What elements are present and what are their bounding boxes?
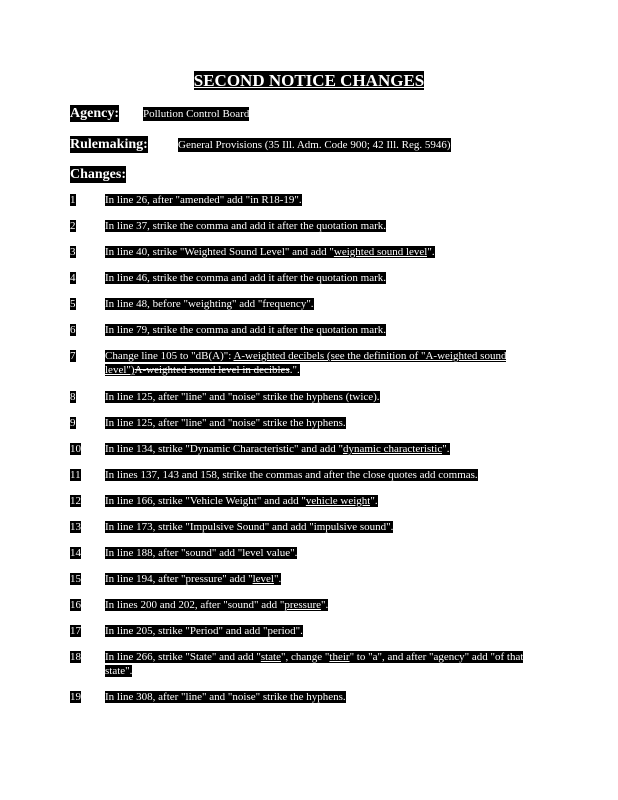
change-text [105,442,535,456]
change-number: 19 [70,691,81,703]
change-number: 5 [70,298,76,310]
change-text-segment: In line 125, after "line" and "noise" strike the hyphens (twice). [105,391,380,403]
change-text-segment: In line 194, after "pressure" add " [105,573,253,585]
inserted-text: A-weighted decibels (see the definition of "A-weighted sound level") [105,350,507,376]
inserted-text: state [260,651,281,663]
change-text-segment: In line 40, strike "Weighted Sound Level" and add " [105,246,334,258]
change-number: 4 [70,272,76,284]
inserted-text: their [329,651,350,663]
change-number: 9 [70,417,76,429]
change-text-segment: ", change " [281,651,330,663]
change-text [105,323,535,337]
change-text-segment: .". [289,364,300,376]
change-text [105,624,535,638]
agency-value: Pollution Control Board [143,108,250,120]
inserted-text: vehicle weight [305,495,371,507]
change-number: 6 [70,324,76,336]
change-text [105,520,535,534]
agency-label: Agency: [70,106,119,121]
change-text-segment: Change line 105 to "dB(A)": [105,350,234,362]
page-title: SECOND NOTICE CHANGES [193,71,425,90]
change-text-segment: ". [442,443,450,455]
change-text [105,650,535,678]
change-number: 17 [70,625,81,637]
change-number: 16 [70,599,81,611]
change-text [105,349,535,377]
change-text-segment: In line 125, after "line" and "noise" strike the hyphens. [105,417,346,429]
change-number: 10 [70,443,81,455]
change-text [105,468,535,482]
change-number: 1 [70,194,76,206]
struck-text: A-weighted sound level in decibles [134,364,290,376]
change-text [105,193,535,207]
change-text-segment: In line 46, strike the comma and add it after the quotation mark. [105,272,387,284]
inserted-text: dynamic characteristic [342,443,443,455]
change-text-segment: In line 79, strike the comma and add it after the quotation mark. [105,324,387,336]
change-text-segment: In line 266, strike "State" and add " [105,651,261,663]
change-text-segment: In line 48, before "weighting" add "frequency". [105,298,314,310]
change-number: 2 [70,220,76,232]
change-text-segment: In line 166, strike "Vehicle Weight" and add " [105,495,306,507]
change-text-segment: ". [273,573,282,585]
change-text-segment: In line 134, strike "Dynamic Characteristic" and add " [105,443,343,455]
change-text-segment: In line 205, strike "Period" and add "period". [105,625,303,637]
change-text [105,494,535,508]
change-number: 3 [70,246,76,258]
change-text [105,219,535,233]
change-text [105,416,535,430]
change-text-segment: In line 26, after "amended" add "in R18-19". [105,194,302,206]
change-number: 12 [70,495,81,507]
change-text-segment: In lines 200 and 202, after "sound" add " [105,599,285,611]
change-text [105,690,535,704]
change-text-segment: In line 188, after "sound" add "level value". [105,547,298,559]
change-text [105,297,535,311]
change-text [105,271,535,285]
change-number: 7 [70,350,76,362]
change-number: 8 [70,391,76,403]
change-text-segment: ". [427,246,435,258]
change-text [105,572,535,586]
change-text-segment: " to "a", and after "agency" add "of that state". [105,651,524,677]
inserted-text: level [252,573,274,585]
change-text [105,390,535,404]
inserted-text: pressure [284,599,322,611]
change-number: 11 [70,469,81,481]
change-text [105,598,535,612]
change-number: 14 [70,547,81,559]
rulemaking-label: Rulemaking: [70,137,148,152]
change-text-segment: In line 173, strike "Impulsive Sound" and add "impulsive sound". [105,521,394,533]
change-text [105,546,535,560]
inserted-text: weighted sound level [333,246,428,258]
change-number: 15 [70,573,81,585]
change-number: 13 [70,521,81,533]
change-number: 18 [70,651,81,663]
changes-label: Changes: [70,167,127,182]
rulemaking-value: General Provisions (35 Ill. Adm. Code 900; 42 Ill. Reg. 5946) [178,139,451,151]
change-text-segment: In line 308, after "line" and "noise" strike the hyphens. [105,691,346,703]
change-text-segment: ". [321,599,329,611]
change-text-segment: ". [370,495,378,507]
change-text [105,245,535,259]
change-text-segment: In lines 137, 143 and 158, strike the commas and after the close quotes add commas. [105,469,478,481]
change-text-segment: In line 37, strike the comma and add it after the quotation mark. [105,220,387,232]
